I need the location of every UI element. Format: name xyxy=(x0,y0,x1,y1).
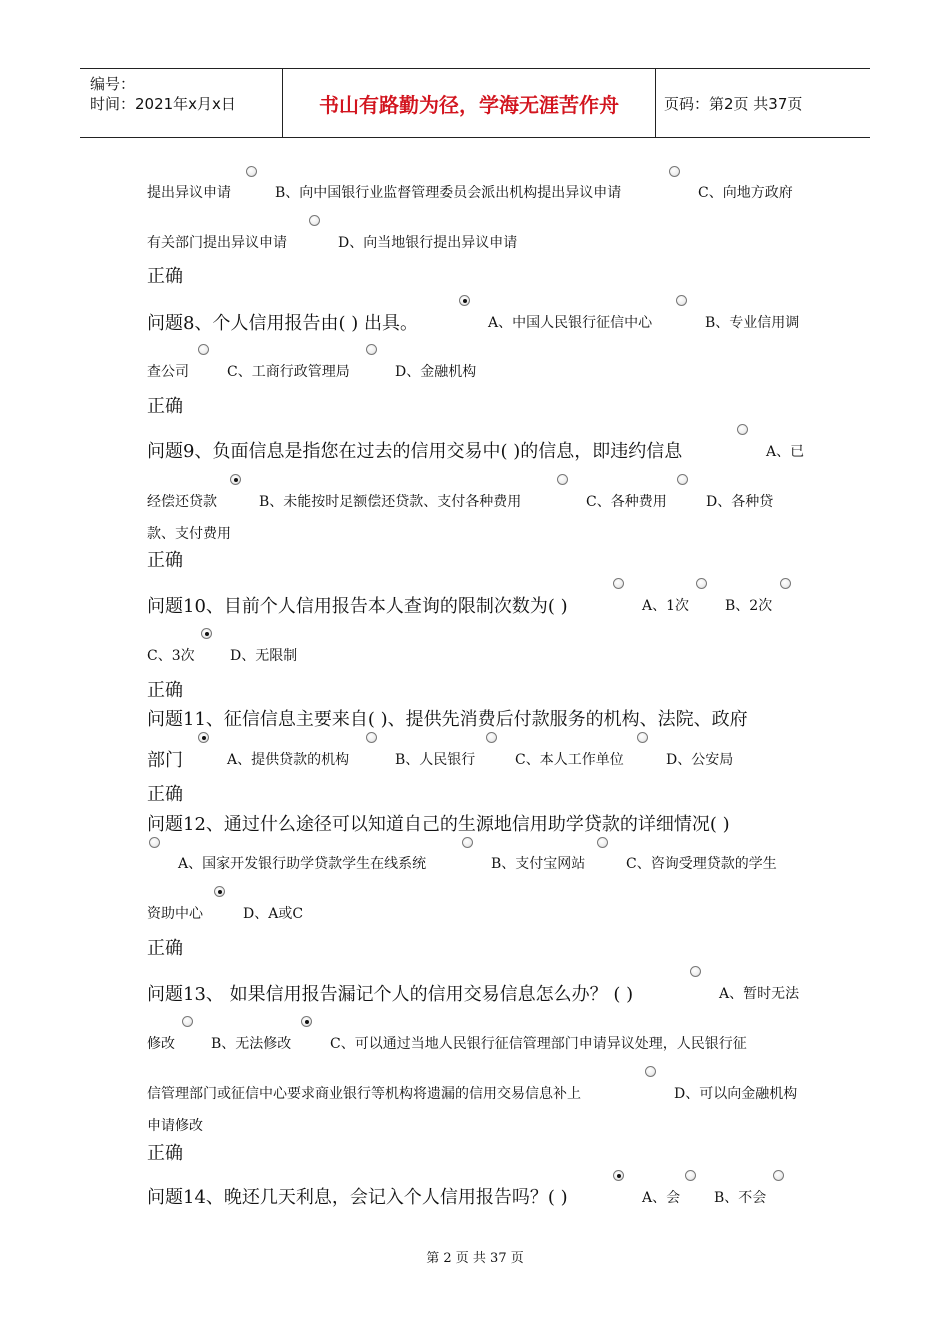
q9-radio-d[interactable] xyxy=(677,474,688,485)
q12-result: 正确 xyxy=(147,938,183,959)
q11-text: 问题11、征信信息主要来自( )、提供先消费后付款服务的机构、法院、政府 xyxy=(147,709,748,730)
q7-option-c: C、向地方政府 xyxy=(698,185,793,201)
q13-line2: 修改 xyxy=(147,1036,175,1052)
q11-option-d: D、公安局 xyxy=(666,752,734,768)
header-meta xyxy=(80,69,283,137)
q7-radio-c[interactable] xyxy=(669,166,680,177)
q14-radio-c[interactable] xyxy=(773,1170,784,1181)
q10-option-d: D、无限制 xyxy=(230,648,298,664)
q13-radio-c[interactable] xyxy=(301,1016,312,1027)
q8-radio-d[interactable] xyxy=(366,344,377,355)
q9-option-c: C、各种费用 xyxy=(586,494,667,510)
q11-radio-c[interactable] xyxy=(486,732,497,743)
q12-radio-a[interactable] xyxy=(149,837,160,848)
q12-option-a: A、国家开发银行助学贷款学生在线系统 xyxy=(178,856,427,872)
q11-radio-d[interactable] xyxy=(637,732,648,743)
q9-line3: 款、支付费用 xyxy=(147,526,231,542)
q7-option-d: D、向当地银行提出异议申请 xyxy=(338,235,518,251)
q10-radio-d[interactable] xyxy=(201,628,212,639)
q13-radio-a[interactable] xyxy=(690,966,701,977)
q12-radio-b[interactable] xyxy=(462,837,473,848)
q8-text: 问题8、个人信用报告由( ) 出具。 xyxy=(147,313,418,334)
q13-line3: 信管理部门或征信中心要求商业银行等机构将遗漏的信用交易信息补上 xyxy=(147,1086,581,1102)
q14-option-b: B、不会 xyxy=(714,1190,767,1206)
q9-text: 问题9、负面信息是指您在过去的信用交易中( )的信息，即违约信息 xyxy=(147,441,683,462)
header-page: 页码：第2页 共37页 xyxy=(664,94,803,113)
q9-line2: 经偿还贷款 xyxy=(147,494,217,510)
q13-text: 问题13、 如果信用报告漏记个人的信用交易信息怎么办？ ( ) xyxy=(147,984,634,1005)
q10-result: 正确 xyxy=(147,680,183,701)
q12-radio-c[interactable] xyxy=(597,837,608,848)
q9-option-b: B、未能按时足额偿还贷款、支付各种费用 xyxy=(259,494,522,510)
q13-option-a: A、暂时无法 xyxy=(719,986,800,1002)
q12-option-b: B、支付宝网站 xyxy=(491,856,586,872)
q13-line4: 申请修改 xyxy=(147,1118,203,1134)
q8-radio-b[interactable] xyxy=(676,295,687,306)
q8-radio-c[interactable] xyxy=(198,344,209,355)
q7-result: 正确 xyxy=(147,266,183,287)
q7-line2: 有关部门提出异议申请 xyxy=(147,235,287,251)
q9-radio-c[interactable] xyxy=(557,474,568,485)
q8-option-a: A、中国人民银行征信中心 xyxy=(488,315,653,331)
q9-option-a: A、已 xyxy=(766,444,805,460)
q13-radio-d[interactable] xyxy=(645,1066,656,1077)
q10-option-c: C、3次 xyxy=(147,648,195,664)
header-time: 时间：2021年x月x日 xyxy=(90,95,236,113)
q12-radio-d[interactable] xyxy=(214,886,225,897)
q10-text: 问题10、目前个人信用报告本人查询的限制次数为( ) xyxy=(147,596,568,617)
q7-option-b: B、向中国银行业监督管理委员会派出机构提出异议申请 xyxy=(275,185,622,201)
q10-radio-b[interactable] xyxy=(696,578,707,589)
q8-radio-a[interactable] xyxy=(459,295,470,306)
page-header xyxy=(80,68,870,138)
q13-result: 正确 xyxy=(147,1143,183,1164)
q14-radio-a[interactable] xyxy=(613,1170,624,1181)
q13-radio-b[interactable] xyxy=(182,1016,193,1027)
q10-radio-a[interactable] xyxy=(613,578,624,589)
header-motto: 书山有路勤为径，学海无涯苦作舟 xyxy=(283,69,656,137)
q9-option-d: D、各种贷 xyxy=(706,494,774,510)
q10-radio-c[interactable] xyxy=(780,578,791,589)
q7-radio-d[interactable] xyxy=(309,215,320,226)
q11-option-b: B、人民银行 xyxy=(395,752,476,768)
page-footer: 第 2 页 共 37 页 xyxy=(426,1251,524,1266)
q11-line2: 部门 xyxy=(147,750,183,771)
q11-radio-a[interactable] xyxy=(198,732,209,743)
q9-radio-a[interactable] xyxy=(737,424,748,435)
q9-radio-b[interactable] xyxy=(230,474,241,485)
q14-option-a: A、会 xyxy=(642,1190,681,1206)
q8-option-d: D、金融机构 xyxy=(395,364,477,380)
q12-option-d: D、A或C xyxy=(243,906,304,922)
q10-option-a: A、1次 xyxy=(642,598,690,614)
q13-option-d: D、可以向金融机构 xyxy=(674,1086,798,1102)
q14-radio-b[interactable] xyxy=(685,1170,696,1181)
q13-option-b: B、无法修改 xyxy=(211,1036,292,1052)
header-code: 编号： xyxy=(90,75,136,93)
q12-option-c: C、咨询受理贷款的学生 xyxy=(626,856,777,872)
q8-result: 正确 xyxy=(147,396,183,417)
q11-radio-b[interactable] xyxy=(366,732,377,743)
q11-option-c: C、本人工作单位 xyxy=(515,752,624,768)
q12-line3: 资助中心 xyxy=(147,906,203,922)
q11-option-a: A、提供贷款的机构 xyxy=(227,752,350,768)
q7-line1: 提出异议申请 xyxy=(147,185,231,201)
q11-result: 正确 xyxy=(147,784,183,805)
q13-option-c: C、可以通过当地人民银行征信管理部门申请异议处理，人民银行征 xyxy=(330,1036,747,1052)
q8-option-c: C、工商行政管理局 xyxy=(227,364,350,380)
q8-option-b: B、专业信用调 xyxy=(705,315,800,331)
q8-line2: 查公司 xyxy=(147,364,189,380)
q9-result: 正确 xyxy=(147,550,183,571)
q12-text: 问题12、通过什么途径可以知道自己的生源地信用助学贷款的详细情况( ) xyxy=(147,814,730,835)
q10-option-b: B、2次 xyxy=(725,598,773,614)
q7-radio-b[interactable] xyxy=(246,166,257,177)
q14-text: 问题14、晚还几天利息，会记入个人信用报告吗？( ) xyxy=(147,1187,568,1208)
